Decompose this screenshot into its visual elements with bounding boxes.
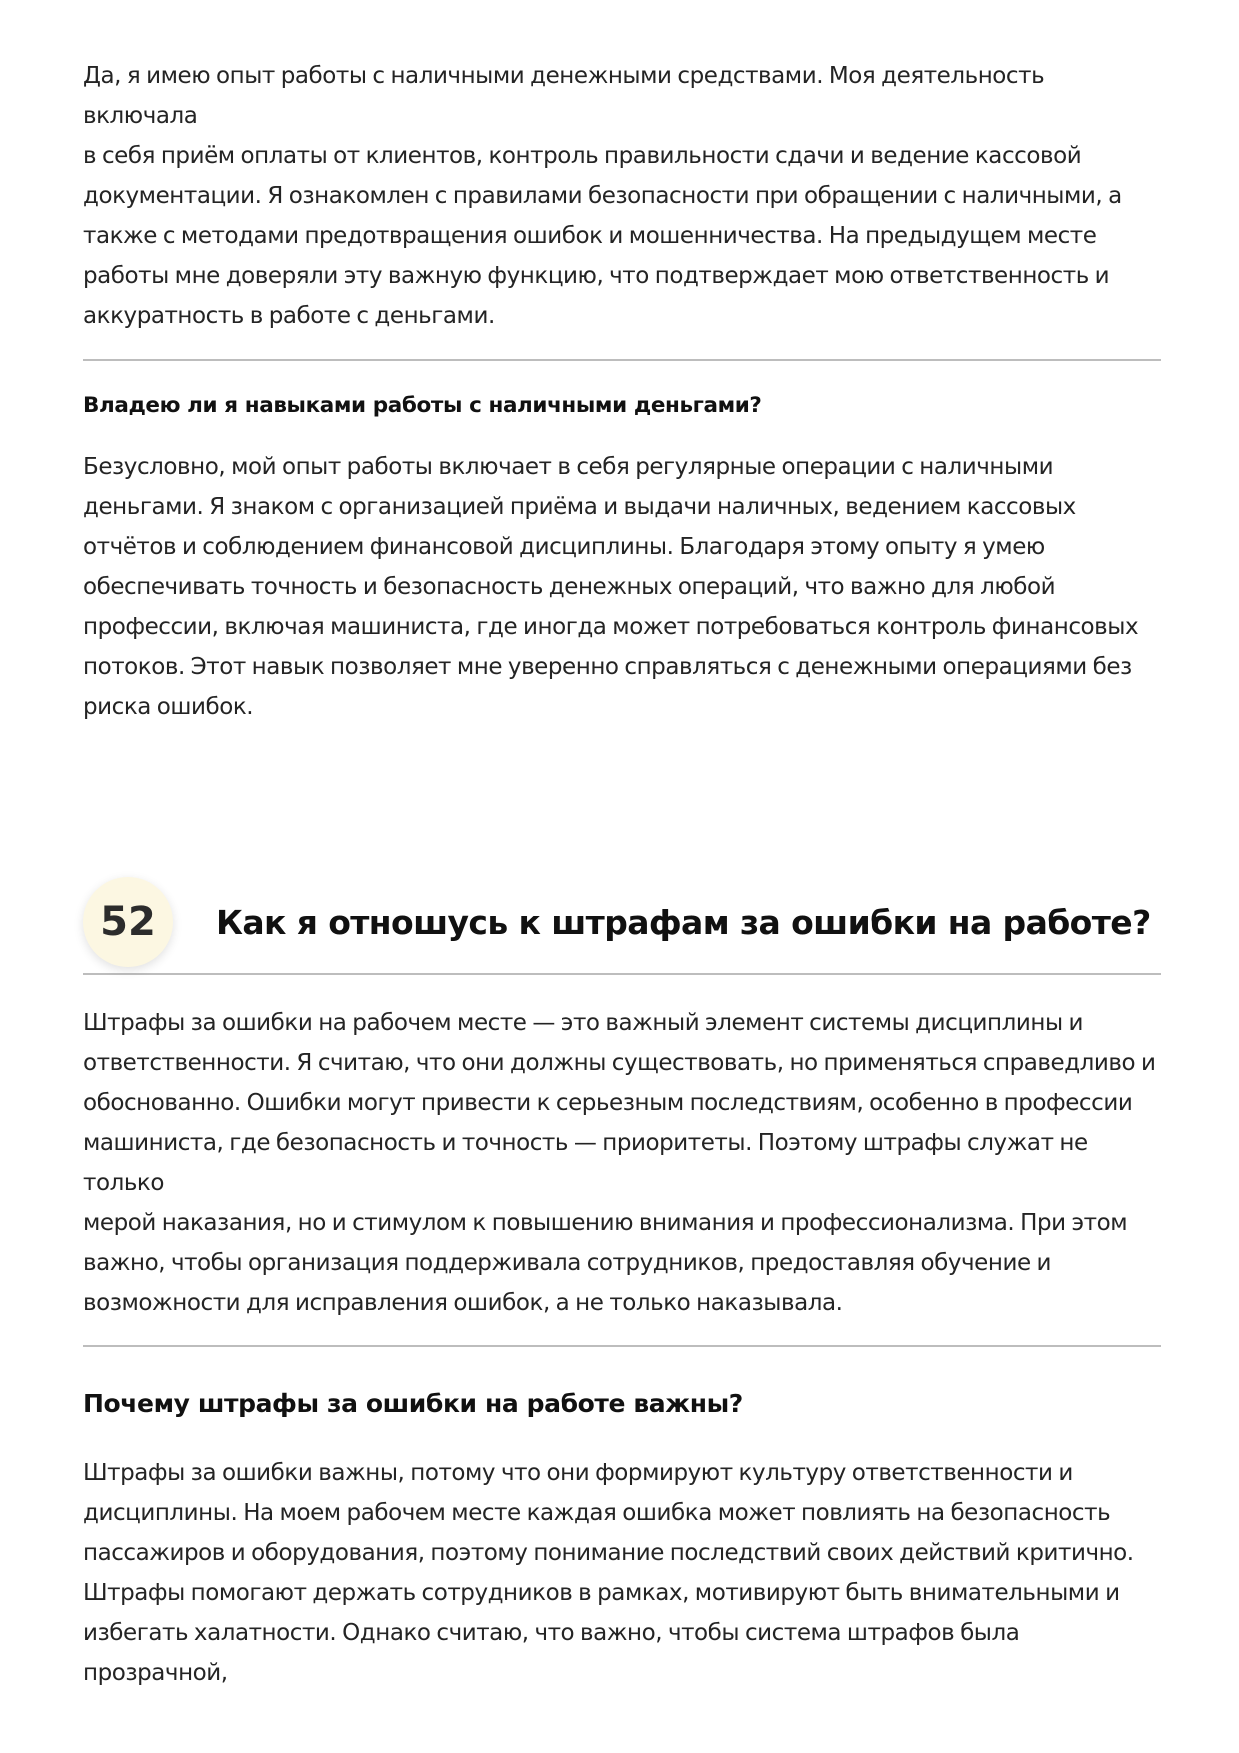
text-line: дисциплины. На моем рабочем месте каждая ошибка может повлиять на безопасность bbox=[83, 1500, 1111, 1526]
text-line: профессии, включая машиниста, где иногда может потребоваться контроль финансовых bbox=[83, 614, 1139, 640]
followup-question: Почему штрафы за ошибки на работе важны? bbox=[83, 1389, 743, 1418]
followup-question: Владею ли я навыками работы с наличными деньгами? bbox=[83, 393, 762, 418]
text-line: в себя приём оплаты от клиентов, контроль правильности сдачи и ведение кассовой bbox=[83, 143, 1082, 169]
answer-paragraph bbox=[83, 56, 1161, 336]
section-title: Как я отношусь к штрафам за ошибки на работе? bbox=[216, 902, 1151, 942]
text-line: также с методами предотвращения ошибок и мошенничества. На предыдущем месте bbox=[83, 223, 1097, 249]
text-line: отчётов и соблюдением финансовой дисциплины. Благодаря этому опыту я умею bbox=[83, 534, 1045, 560]
section-answer-paragraph bbox=[83, 1003, 1161, 1323]
text-line: обеспечивать точность и безопасность денежных операций, что важно для любой bbox=[83, 574, 1056, 600]
text-line: Штрафы за ошибки на рабочем месте — это важный элемент системы дисциплины и bbox=[83, 1010, 1084, 1036]
divider bbox=[83, 973, 1161, 975]
text-line: документации. Я ознакомлен с правилами безопасности при обращении с наличными, а bbox=[83, 183, 1122, 209]
text-line: Штрафы помогают держать сотрудников в рамках, мотивируют быть внимательными и bbox=[83, 1580, 1120, 1606]
text-line: возможности для исправления ошибок, а не только наказывала. bbox=[83, 1290, 843, 1316]
text-line: ответственности. Я считаю, что они должны существовать, но применяться справедливо и bbox=[83, 1050, 1156, 1076]
text-line: избегать халатности. Однако считаю, что важно, чтобы система штрафов была прозрачной, bbox=[83, 1620, 1020, 1686]
text-line: работы мне доверяли эту важную функцию, что подтверждает мою ответственность и bbox=[83, 263, 1110, 289]
divider bbox=[83, 1345, 1161, 1347]
text-line: обоснованно. Ошибки могут привести к серьезным последствиям, особенно в профессии bbox=[83, 1090, 1133, 1116]
text-line: деньгами. Я знаком с организацией приёма и выдачи наличных, ведением кассовых bbox=[83, 494, 1076, 520]
text-line: пассажиров и оборудования, поэтому понимание последствий своих действий критично. bbox=[83, 1540, 1134, 1566]
text-line: аккуратность в работе с деньгами. bbox=[83, 303, 495, 329]
divider bbox=[83, 359, 1161, 361]
text-line: важно, чтобы организация поддерживала сотрудников, предоставляя обучение и bbox=[83, 1250, 1052, 1276]
text-line: Штрафы за ошибки важны, потому что они формируют культуру ответственности и bbox=[83, 1460, 1073, 1486]
document-page bbox=[83, 56, 1161, 1693]
section-number-badge: 52 bbox=[83, 877, 173, 967]
text-line: риска ошибок. bbox=[83, 694, 254, 720]
text-line: Да, я имею опыт работы с наличными денежными средствами. Моя деятельность включала bbox=[83, 63, 1045, 129]
text-line: мерой наказания, но и стимулом к повышению внимания и профессионализма. При этом bbox=[83, 1210, 1128, 1236]
text-line: потоков. Этот навык позволяет мне уверенно справляться с денежными операциями без bbox=[83, 654, 1132, 680]
section-header bbox=[83, 877, 1161, 967]
text-line: машиниста, где безопасность и точность — приоритеты. Поэтому штрафы служат не только bbox=[83, 1130, 1088, 1196]
text-line: Безусловно, мой опыт работы включает в себя регулярные операции с наличными bbox=[83, 454, 1054, 480]
followup-answer-paragraph bbox=[83, 1453, 1161, 1693]
followup-answer-paragraph bbox=[83, 447, 1161, 727]
